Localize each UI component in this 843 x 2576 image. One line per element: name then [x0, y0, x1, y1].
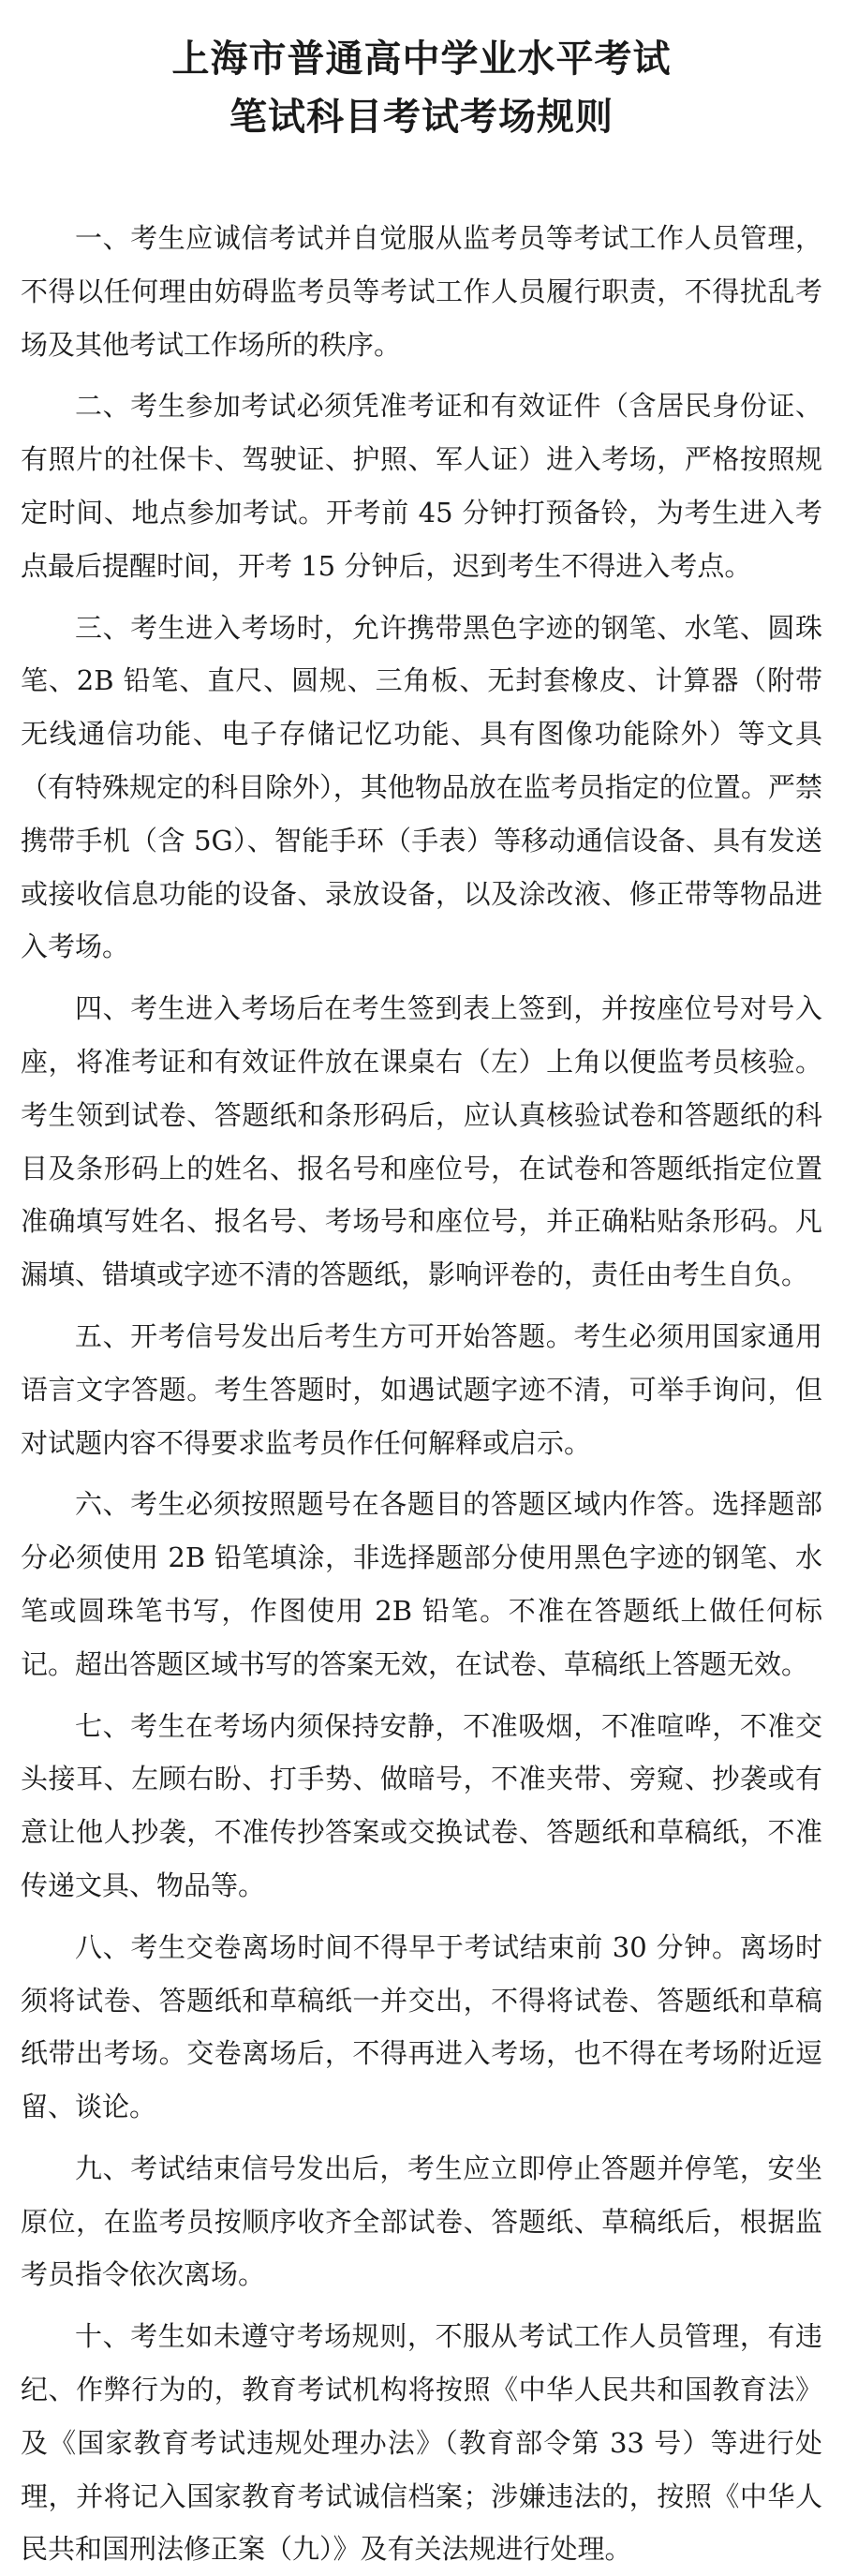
- rule-paragraph-1: 一、考生应诚信考试并自觉服从监考员等考试工作人员管理，不得以任何理由妨碍监考员等考试工作人员履行职责，不得扰乱考场及其他考试工作场所的秩序。: [21, 222, 822, 361]
- document-title: [21, 30, 822, 146]
- rule-paragraph-10: 十、考生如未遵守考场规则，不服从考试工作人员管理，有违纪、作弊行为的，教育考试机构将按照《中华人民共和国教育法》及《国家教育考试违规处理办法》（教育部令第 33 号）等进行处理，并将记入国家教育考试诚信档案；涉嫌违法的，按照《中华人民共和国刑法修正案（九）》及有关法规进行处理。: [21, 2320, 822, 2566]
- rule-paragraph-3: 三、考生进入考场时，允许携带黑色字迹的钢笔、水笔、圆珠笔、2B 铅笔、直尺、圆规、三角板、无封套橡皮、计算器（附带无线通信功能、电子存储记忆功能、具有图像功能除外）等文具（有特殊规定的科目除外），其他物品放在监考员指定的位置。严禁携带手机（含 5G）、智能手环（手表）等移动通信设备、具有发送或接收信息功能的设备、录放设备，以及涂改液、修正带等物品进入考场。: [21, 611, 822, 963]
- rule-paragraph-2: 二、考生参加考试必须凭准考证和有效证件（含居民身份证、有照片的社保卡、驾驶证、护照、军人证）进入考场，严格按照规定时间、地点参加考试。开考前 45 分钟打预备铃，为考生进入考点最后提醒时间，开考 15 分钟后，迟到考生不得进入考点。: [21, 390, 822, 582]
- rule-paragraph-8: 八、考生交卷离场时间不得早于考试结束前 30 分钟。离场时须将试卷、答题纸和草稿纸一并交出，不得将试卷、答题纸和草稿纸带出考场。交卷离场后，不得再进入考场，也不得在考场附近逗留、谈论。: [21, 1930, 822, 2123]
- title-line-2: 笔试科目考试考场规则: [229, 95, 614, 139]
- rule-paragraph-7: 七、考生在考场内须保持安静，不准吸烟，不准喧哗，不准交头接耳、左顾右盼、打手势、做暗号，不准夹带、旁窥、抄袭或有意让他人抄袭，不准传抄答案或交换试卷、答题纸和草稿纸，不准传递文具、物品等。: [21, 1709, 822, 1901]
- rule-paragraph-4: 四、考生进入考场后在考生签到表上签到，并按座位号对号入座，将准考证和有效证件放在课桌右（左）上角以便监考员核验。考生领到试卷、答题纸和条形码后，应认真核验试卷和答题纸的科目及条形码上的姓名、报名号和座位号，在试卷和答题纸指定位置准确填写姓名、报名号、考场号和座位号，并正确粘贴条形码。凡漏填、错填或字迹不清的答题纸，影响评卷的，责任由考生自负。: [21, 992, 822, 1291]
- rule-paragraph-9: 九、考试结束信号发出后，考生应立即停止答题并停笔，安坐原位，在监考员按顺序收齐全部试卷、答题纸、草稿纸后，根据监考员指令依次离场。: [21, 2152, 822, 2291]
- title-line-1: 上海市普通高中学业水平考试: [171, 37, 672, 81]
- rules-list: [21, 212, 822, 2576]
- rule-paragraph-6: 六、考生必须按照题号在各题目的答题区域内作答。选择题部分必须使用 2B 铅笔填涂，非选择题部分使用黑色字迹的钢笔、水笔或圆珠笔书写，作图使用 2B 铅笔。不准在答题纸上做任何标记。超出答题区域书写的答案无效，在试卷、草稿纸上答题无效。: [21, 1488, 822, 1680]
- rule-paragraph-5: 五、开考信号发出后考生方可开始答题。考生必须用国家通用语言文字答题。考生答题时，如遇试题字迹不清，可举手询问，但对试题内容不得要求监考员作任何解释或启示。: [21, 1319, 822, 1459]
